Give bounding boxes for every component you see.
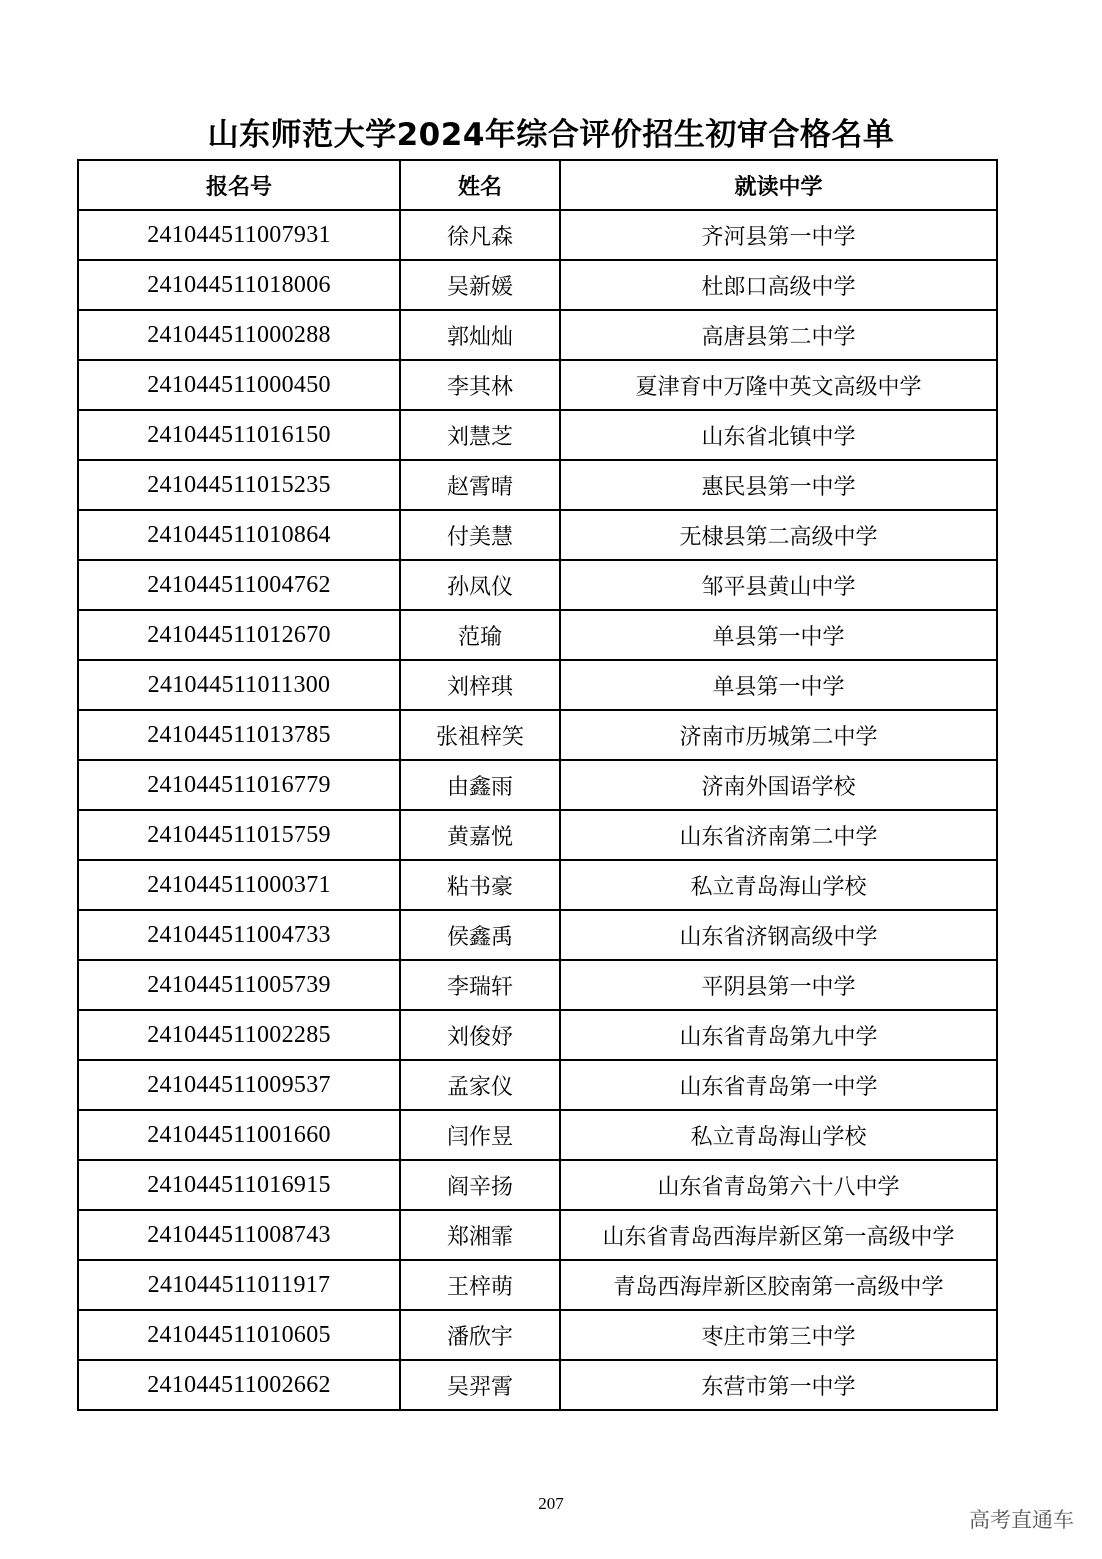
registration-number-cell: 241044511016915 [78,1160,400,1210]
table-row [78,710,997,760]
student-name-cell: 孙凤仪 [400,560,560,610]
student-name-cell: 李其林 [400,360,560,410]
table-row [78,1260,997,1310]
registration-number-cell: 241044511002285 [78,1010,400,1060]
table-row [78,1210,997,1260]
registration-number-cell: 241044511015235 [78,460,400,510]
student-name-cell: 王梓萌 [400,1260,560,1310]
registration-number-cell: 241044511001660 [78,1110,400,1160]
student-name-cell: 刘俊妤 [400,1010,560,1060]
student-name-cell: 付美慧 [400,510,560,560]
registration-number-cell: 241044511009537 [78,1060,400,1110]
student-name-cell: 李瑞轩 [400,960,560,1010]
table-row [78,560,997,610]
student-name-cell: 范瑜 [400,610,560,660]
registration-number-cell: 241044511010605 [78,1310,400,1360]
school-cell: 济南市历城第二中学 [560,710,997,760]
registration-number-cell: 241044511004733 [78,910,400,960]
table-row [78,760,997,810]
table-row [78,310,997,360]
school-cell: 高唐县第二中学 [560,310,997,360]
registration-number-cell: 241044511002662 [78,1360,400,1410]
school-cell: 私立青岛海山学校 [560,1110,997,1160]
student-name-cell: 郭灿灿 [400,310,560,360]
student-name-cell: 吴新媛 [400,260,560,310]
registration-number-cell: 241044511005739 [78,960,400,1010]
page-number: 207 [538,1494,564,1513]
table-row [78,1060,997,1110]
school-cell: 山东省青岛第六十八中学 [560,1160,997,1210]
school-cell: 单县第一中学 [560,610,997,660]
student-name-cell: 刘梓琪 [400,660,560,710]
school-cell: 齐河县第一中学 [560,210,997,260]
table-body [78,210,997,1410]
page-title: 山东师范大学2024年综合评价招生初审合格名单 [207,117,895,153]
student-name-cell: 闫作昱 [400,1110,560,1160]
table-row [78,1110,997,1160]
registration-number-cell: 241044511013785 [78,710,400,760]
student-name-cell: 孟家仪 [400,1060,560,1110]
table-row [78,610,997,660]
table-header-row [78,160,997,210]
registration-number-cell: 241044511012670 [78,610,400,660]
school-cell: 山东省青岛第九中学 [560,1010,997,1060]
table-row [78,910,997,960]
school-cell: 山东省济南第二中学 [560,810,997,860]
table-row [78,410,997,460]
column-header-school: 就读中学 [560,160,997,210]
school-cell: 惠民县第一中学 [560,460,997,510]
table-header [78,160,997,210]
school-cell: 青岛西海岸新区胶南第一高级中学 [560,1260,997,1310]
school-cell: 邹平县黄山中学 [560,560,997,610]
table-row [78,210,997,260]
student-name-cell: 张祖梓笑 [400,710,560,760]
student-name-cell: 潘欣宇 [400,1310,560,1360]
student-name-cell: 粘书豪 [400,860,560,910]
registration-number-cell: 241044511018006 [78,260,400,310]
school-cell: 山东省济钢高级中学 [560,910,997,960]
registration-number-cell: 241044511007931 [78,210,400,260]
table-row [78,1360,997,1410]
student-name-cell: 吴羿霄 [400,1360,560,1410]
watermark-text: 高考直通车 [969,1508,1074,1532]
registration-number-cell: 241044511004762 [78,560,400,610]
school-cell: 单县第一中学 [560,660,997,710]
school-cell: 平阴县第一中学 [560,960,997,1010]
registration-number-cell: 241044511015759 [78,810,400,860]
student-name-cell: 阎辛扬 [400,1160,560,1210]
student-name-cell: 黄嘉悦 [400,810,560,860]
registration-number-cell: 241044511016150 [78,410,400,460]
school-cell: 夏津育中万隆中英文高级中学 [560,360,997,410]
school-cell: 东营市第一中学 [560,1360,997,1410]
student-name-cell: 郑湘霏 [400,1210,560,1260]
table-row [78,810,997,860]
table-row [78,460,997,510]
table-row [78,660,997,710]
table-row [78,860,997,910]
registration-number-cell: 241044511011300 [78,660,400,710]
column-header-name: 姓名 [400,160,560,210]
school-cell: 山东省青岛第一中学 [560,1060,997,1110]
student-name-cell: 赵霄晴 [400,460,560,510]
admission-list-table [77,159,998,1411]
table-row [78,1010,997,1060]
table-row [78,360,997,410]
registration-number-cell: 241044511008743 [78,1210,400,1260]
student-name-cell: 由鑫雨 [400,760,560,810]
table-row [78,1160,997,1210]
registration-number-cell: 241044511000288 [78,310,400,360]
registration-number-cell: 241044511011917 [78,1260,400,1310]
school-cell: 枣庄市第三中学 [560,1310,997,1360]
table-row [78,960,997,1010]
school-cell: 山东省北镇中学 [560,410,997,460]
student-name-cell: 徐凡森 [400,210,560,260]
school-cell: 私立青岛海山学校 [560,860,997,910]
registration-number-cell: 241044511000450 [78,360,400,410]
table-row [78,260,997,310]
school-cell: 无棣县第二高级中学 [560,510,997,560]
registration-number-cell: 241044511010864 [78,510,400,560]
table-row [78,1310,997,1360]
student-name-cell: 侯鑫禹 [400,910,560,960]
table-row [78,510,997,560]
school-cell: 济南外国语学校 [560,760,997,810]
student-name-cell: 刘慧芝 [400,410,560,460]
school-cell: 山东省青岛西海岸新区第一高级中学 [560,1210,997,1260]
column-header-registration-number: 报名号 [78,160,400,210]
registration-number-cell: 241044511016779 [78,760,400,810]
school-cell: 杜郎口高级中学 [560,260,997,310]
registration-number-cell: 241044511000371 [78,860,400,910]
